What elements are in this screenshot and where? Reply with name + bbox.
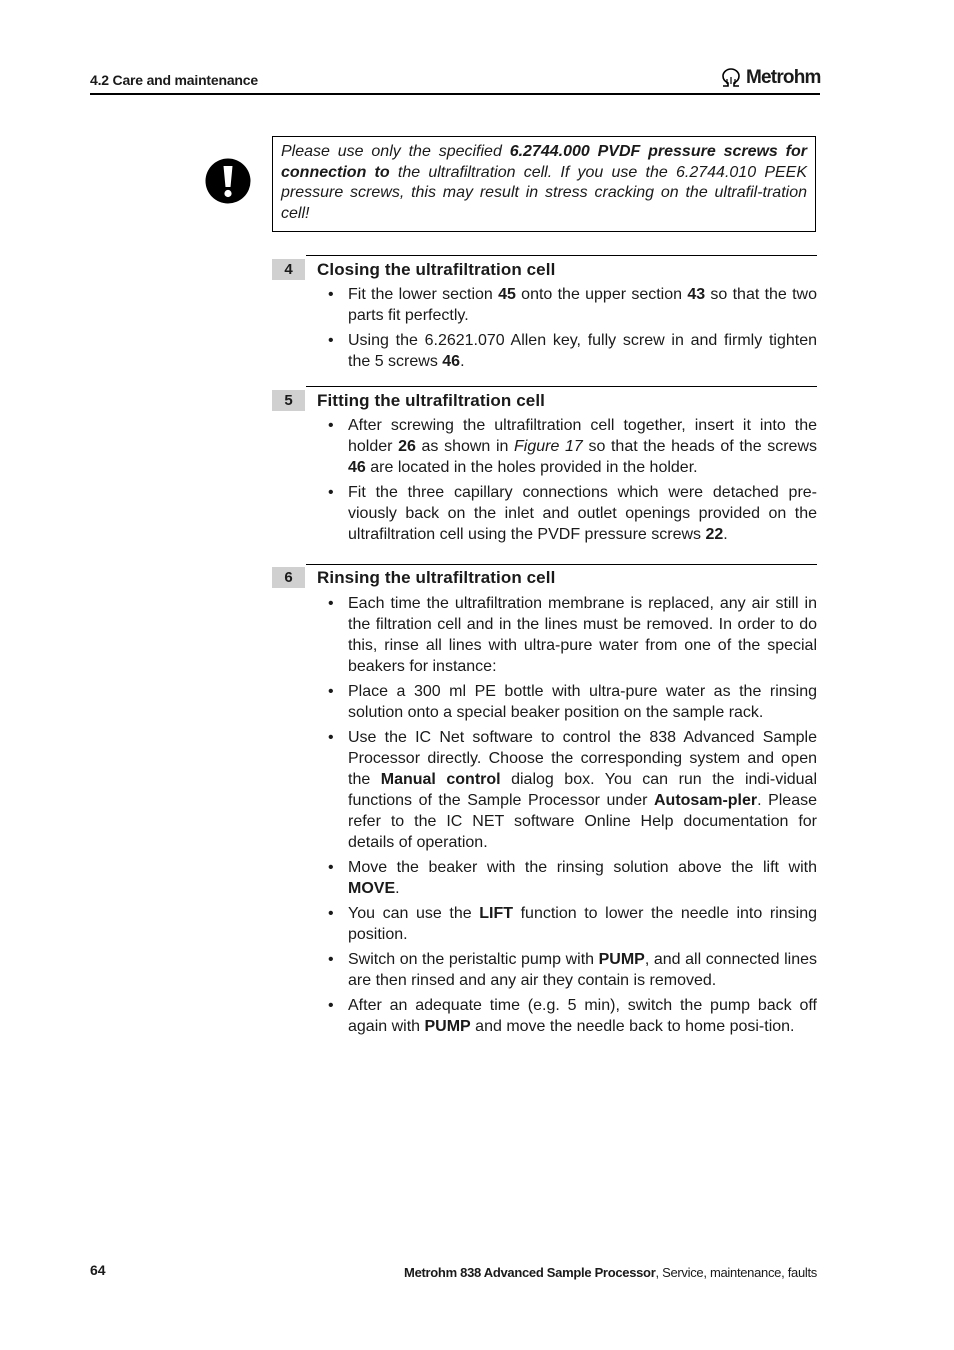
warning-emphasis: 6.2744.000 PVDF pressure screws for connection to <box>281 143 808 181</box>
step-title: Rinsing the ultrafiltration cell <box>317 568 556 587</box>
step-title: Closing the ultrafiltration cell <box>317 260 556 279</box>
footer-text <box>404 1265 817 1280</box>
list-item: • Move the beaker with the rinsing solution above the lift with MOVE. <box>328 857 817 899</box>
list-item: • Place a 300 ml PE bottle with ultra-pure water as the rinsing solution onto a special beaker position on the sample rack. <box>328 681 817 723</box>
footer-doc-subtitle: , Service, maintenance, faults <box>655 1265 817 1280</box>
step-number: 4 <box>272 259 305 280</box>
list-item: • You can use the LIFT function to lower the needle into rinsing position. <box>328 903 817 945</box>
list-item: • Fit the three capillary connections which were detached pre-viously back on the inlet and outlet openings provided on the ultrafiltration cell using the PVDF pressure screws 22. <box>328 482 817 545</box>
section-title: 4.2 Care and maintenance <box>90 72 258 88</box>
step-number: 5 <box>272 390 305 411</box>
step-list <box>328 415 817 549</box>
warning-box <box>272 136 816 232</box>
exclamation-icon <box>205 158 251 204</box>
step-rule <box>306 564 817 565</box>
header-rule <box>90 93 820 95</box>
list-item: • Switch on the peristaltic pump with PUMP, and all connected lines are then rinsed and any air they contain is removed. <box>328 949 817 991</box>
step-rule <box>306 255 817 256</box>
warning-text: Please use only the specified <box>281 143 510 160</box>
metrohm-omega-icon <box>720 68 742 88</box>
page-number: 64 <box>90 1262 106 1278</box>
step-list <box>328 593 817 1041</box>
step-rule <box>306 386 817 387</box>
list-item: • After screwing the ultrafiltration cell together, insert it into the holder 26 as shown in Figure 17 so that the heads of the screws 46 are located in the holes provided in the holder. <box>328 415 817 478</box>
step-number: 6 <box>272 567 305 588</box>
list-item: • Use the IC Net software to control the 838 Advanced Sample Processor directly. Choose the corresponding system and open the Manual control dialog box. You can run the indi-vidual functions of the Sample Processor under Autosam-pler. Please refer to the IC NET software Online Help documentation for details of operation. <box>328 727 817 853</box>
warning-text: the ultrafiltration cell. If you use the 6.2744.010 PEEK pressure screws, this may result in stress cracking on the ultrafil-tration cell! <box>281 163 808 223</box>
step-title: Fitting the ultrafiltration cell <box>317 391 545 410</box>
list-item: • After an adequate time (e.g. 5 min), switch the pump back off again with PUMP and move the needle back to home posi-tion. <box>328 995 817 1037</box>
metrohm-logo <box>720 66 821 90</box>
footer-doc-title: Metrohm 838 Advanced Sample Processor <box>404 1265 656 1280</box>
logo-text: Metrohm <box>746 67 821 88</box>
step-list <box>328 284 817 376</box>
list-item: • Fit the lower section 45 onto the upper section 43 so that the two parts fit perfectly. <box>328 284 817 326</box>
list-item: • Each time the ultrafiltration membrane is replaced, any air still in the filtration cell and in the lines must be removed. In order to do this, rinse all lines with ultra-pure water from one of the special beakers for instance: <box>328 593 817 677</box>
list-item: • Using the 6.2621.070 Allen key, fully screw in and firmly tighten the 5 screws 46. <box>328 330 817 372</box>
